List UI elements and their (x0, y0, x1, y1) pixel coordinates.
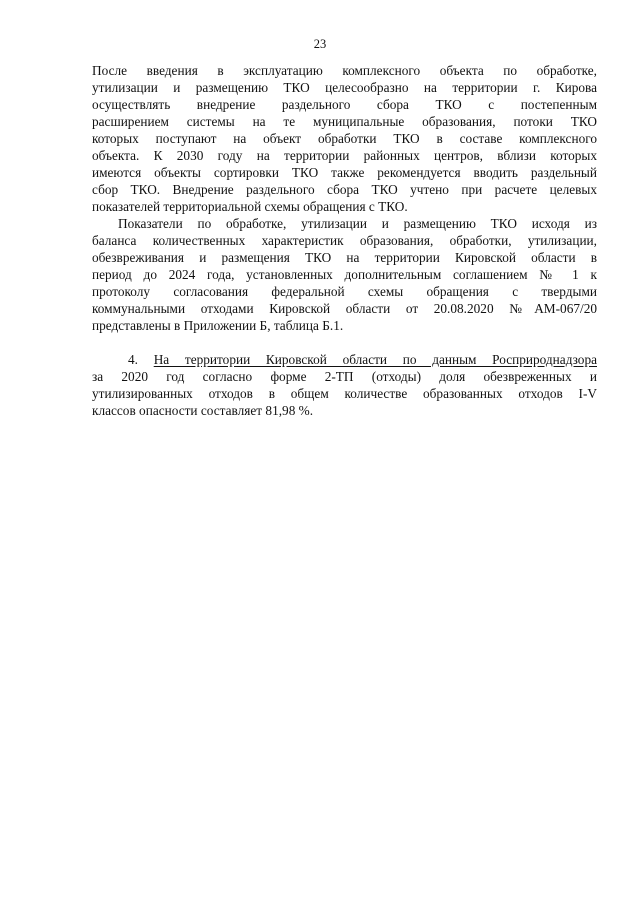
text-line: протоколу согласования федеральной схемы обращения с твердыми (92, 284, 597, 299)
text-line: утилизированных отходов в общем количестве образованных отходов I-V (92, 386, 597, 401)
text-line: расширением системы на те муниципальные образования, потоки ТКО (92, 114, 597, 129)
text-line: коммунальными отходами Кировской области от 20.08.2020 №АМ-067/20 (92, 301, 597, 316)
text-line: осуществлять внедрение раздельного сбора ТКО с постепенным (92, 97, 597, 112)
text-line: утилизации и размещению ТКО целесообразно на территории г. Кирова (92, 80, 597, 95)
text-line: Показатели по обработке, утилизации и размещению ТКО исходя из (118, 216, 597, 231)
text-line: за 2020 год согласно форме 2-ТП (отходы) доля обезвреженных и (92, 369, 597, 384)
text-line: классов опасности составляет 81,98 %. (92, 403, 314, 418)
text-line: После введения в эксплуатацию комплексного объекта по обработке, (92, 63, 597, 78)
item-number: 4. (128, 352, 138, 367)
underlined-heading-text: На территории Кировской области по данным Росприроднадзора (153, 352, 597, 367)
text-line: период до 2024 года, установленных дополнительным соглашением № 1 к (92, 267, 597, 282)
text-line: объекта. К 2030 году на территории районных центров, вблизи которых (92, 148, 597, 163)
text-line: обезвреживания и размещения ТКО на территории Кировской области в (92, 250, 597, 265)
text-line: баланса количественных характеристик образования, обработки, утилизации, (92, 233, 597, 248)
text-line: имеются объекты сортировки ТКО также рекомендуется вводить раздельный (92, 165, 597, 180)
text-line: которых поступают на объект обработки ТКО в составе комплексного (92, 131, 597, 146)
text-line: сбор ТКО. Внедрение раздельного сбора ТКО учтено при расчете целевых (92, 182, 597, 197)
numbered-heading-line (128, 351, 597, 368)
text-line: показателей территориальной схемы обращения с ТКО. (92, 199, 408, 214)
page-number: 23 (313, 37, 327, 51)
text-line: представлены в Приложении Б, таблица Б.1. (92, 318, 344, 333)
